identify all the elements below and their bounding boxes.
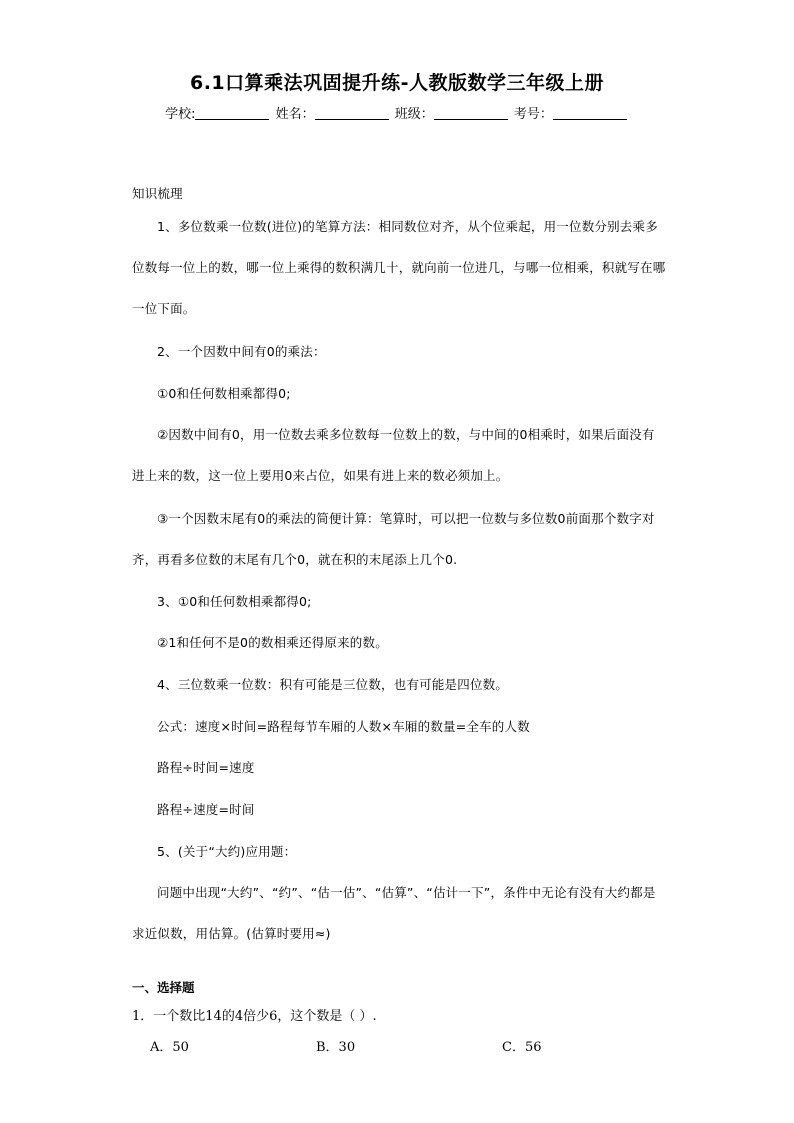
knowledge-paragraph-13: 问题中出现“大约”、“约”、“估一估”、“估算”、“估计一下”，条件中无论有没有大约都是求近似数，用估算。(估算时要用≈)	[132, 885, 656, 941]
question-1: 1．一个数比14的4倍少6，这个数是（ ）.	[132, 1009, 377, 1024]
student-info-line	[0, 103, 794, 122]
question-1-options	[150, 1036, 650, 1054]
knowledge-heading: 知识梳理	[132, 186, 183, 201]
exam-number-blank[interactable]	[553, 107, 627, 120]
class-blank[interactable]	[434, 107, 508, 120]
knowledge-paragraph-1: 1、多位数乘一位数(进位)的笔算方法：相同数位对齐，从个位乘起，用一位数分别去乘多位数每一位上的数，哪一位上乘得的数积满几十，就向前一位进几，与哪一位相乘，积就写在哪一位下面。	[132, 219, 666, 316]
name-blank[interactable]	[315, 107, 389, 120]
class-label: 班级：	[394, 107, 434, 122]
school-label: 学校:	[165, 107, 196, 122]
exam-number-label: 考号：	[513, 107, 553, 122]
document-title: 6.1口算乘法巩固提升练-人教版数学三年级上册	[189, 72, 605, 94]
knowledge-formula: 公式：速度×时间=路程每节车厢的人数×车厢的数量=全车的人数	[157, 719, 530, 734]
knowledge-paragraph-5: ③一个因数末尾有0的乘法的简便计算：笔算时，可以把一位数与多位数0前面那个数字对齐，再看多位数的末尾有几个0，就在积的末尾添上几个0.	[132, 511, 655, 567]
knowledge-paragraph-2: 2、一个因数中间有0的乘法：	[157, 344, 326, 359]
knowledge-formula-speed: 路程÷时间=速度	[157, 760, 255, 775]
knowledge-paragraph-6: 3、①0和任何数相乘都得0;	[157, 594, 312, 609]
option-c[interactable]: C．56	[502, 1040, 542, 1055]
option-b[interactable]: B．30	[316, 1040, 356, 1055]
knowledge-formula-time: 路程÷速度=时间	[157, 802, 255, 817]
name-label: 姓名：	[275, 107, 315, 122]
knowledge-paragraph-7: ②1和任何不是0的数相乘还得原来的数。	[157, 635, 388, 650]
school-blank[interactable]	[195, 107, 269, 120]
section-title-choice: 一、选择题	[132, 980, 195, 995]
knowledge-paragraph-8: 4、三位数乘一位数：积有可能是三位数，也有可能是四位数。	[157, 677, 509, 692]
knowledge-paragraph-4: ②因数中间有0，用一位数去乘多位数每一位数上的数，与中间的0相乘时，如果后面没有进上来的数，这一位上要用0来占位，如果有进上来的数必须加上。	[132, 427, 655, 483]
knowledge-paragraph-3: ①0和任何数相乘都得0;	[157, 386, 291, 401]
knowledge-paragraph-12: 5、(关于“大约)应用题：	[157, 844, 297, 859]
option-a[interactable]: A．50	[150, 1040, 189, 1055]
